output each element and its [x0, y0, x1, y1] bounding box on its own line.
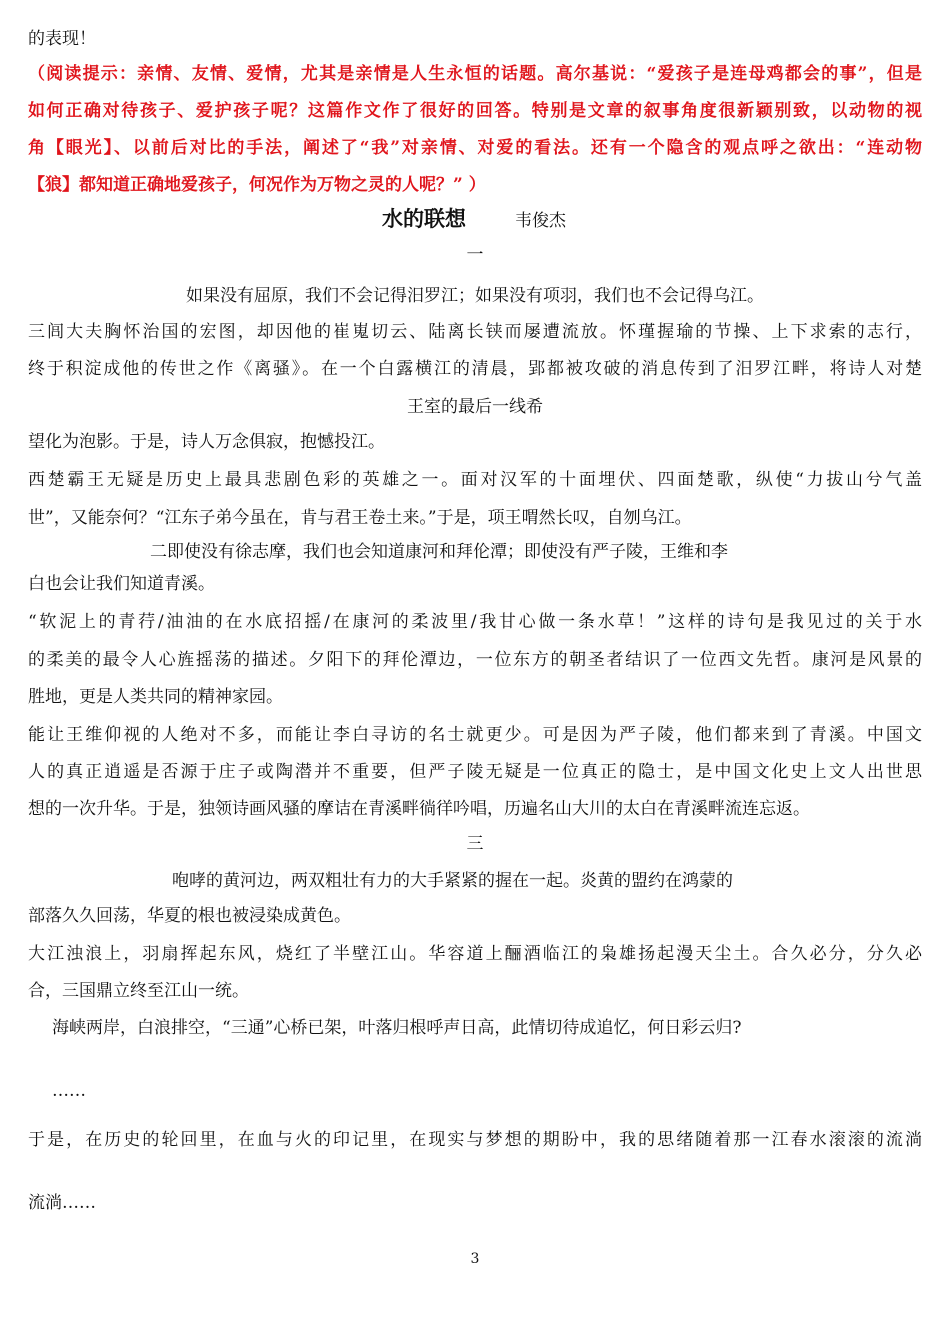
text-line: 想的一次升华。于是，独领诗画风骚的摩诘在青溪畔徜徉吟唱，历遍名山大川的太白在青溪畔流连忘返。: [28, 799, 810, 819]
text-line: 西楚霸王无疑是历史上最具悲剧色彩的英雄之一。面对汉军的十面埋伏、四面楚歌，纵使“力拔山兮气盖: [28, 470, 922, 490]
text-line: 能让王维仰视的人绝对不多，而能让李白寻访的名士就更少。可是因为严子陵，他们都来到了青溪。中国文: [28, 725, 922, 745]
text-line: 世”，又能奈何？“江东子弟今虽在，肯与君王卷土来。”于是，项王喟然长叹，自刎乌江。: [28, 508, 692, 528]
text-line: 人的真正逍遥是否源于庄子或陶潜并不重要，但严子陵无疑是一位真正的隐士，是中国文化史上文人出世思: [28, 762, 922, 782]
text-line: 王室的最后一线希: [407, 397, 543, 417]
reading-tip-line: 如何正确对待孩子、爱护孩子呢？这篇作文作了很好的回答。特别是文章的叙事角度很新颖别致，以动物的视: [28, 101, 922, 121]
text-line: 海峡两岸，白浪排空，“三通”心桥已架，叶落归根呼声日高，此情切待成追忆，何日彩云归?: [52, 1018, 742, 1038]
text-line: 部落久久回荡，华夏的根也被浸染成黄色。: [28, 906, 351, 926]
text-line: 终于积淀成他的传世之作《离骚》。在一个白露横江的清晨，郢都被攻破的消息传到了汨罗江畔，将诗人对楚: [28, 359, 922, 379]
ellipsis-line: ……: [52, 1081, 86, 1101]
text-line: 望化为泡影。于是，诗人万念俱寂，抱憾投江。: [28, 432, 385, 452]
section-heading: 一: [466, 245, 484, 265]
text-line: “软泥上的青荇/油油的在水底招摇/在康河的柔波里/我甘心做一条水草！”这样的诗句是我见过的关于水: [28, 612, 922, 632]
text-line: 合，三国鼎立终至江山一统。: [28, 981, 249, 1001]
reading-tip-line: 【狼】都知道正确地爱孩子，何况作为万物之灵的人呢？” ）: [28, 175, 486, 195]
text-line: 大江浊浪上，羽扇挥起东风，烧红了半壁江山。华容道上酾酒临江的枭雄扬起漫天尘土。合久必分，分久必: [28, 944, 922, 964]
section-heading: 三: [466, 834, 484, 854]
text-line: 白也会让我们知道青溪。: [28, 574, 215, 594]
text-line: 的柔美的最令人心旌摇荡的描述。夕阳下的拜伦潭边，一位东方的朝圣者结识了一位西文先哲。康河是风景的: [28, 650, 922, 670]
reading-tip-line: （阅读提示：亲情、友情、爱情，尤其是亲情是人生永恒的话题。高尔基说：“爱孩子是连母鸡都会的事”，但是: [28, 64, 922, 84]
article-author: 韦俊杰: [515, 211, 566, 231]
text-line: 三闾大夫胸怀治国的宏图，却因他的崔嵬切云、陆离长铗而屡遭流放。怀瑾握瑜的节操、上下求索的志行，: [28, 322, 922, 342]
text-line: 的表现！: [28, 29, 96, 49]
reading-tip-line: 角【眼光】、以前后对比的手法，阐述了“我”对亲情、对爱的看法。还有一个隐含的观点呼之欲出：“连动物: [28, 138, 922, 158]
page-number: 3: [470, 1251, 480, 1267]
text-line: 于是，在历史的轮回里，在血与火的印记里，在现实与梦想的期盼中，我的思绪随着那一江春水滚滚的流淌: [28, 1130, 922, 1150]
text-line: 如果没有屈原，我们不会记得汨罗江；如果没有项羽，我们也不会记得乌江。: [186, 286, 764, 306]
article-title: 水的联想: [382, 206, 466, 231]
text-line: 流淌……: [28, 1193, 96, 1213]
text-line: 胜地，更是人类共同的精神家园。: [28, 687, 283, 707]
text-line: 二即使没有徐志摩，我们也会知道康河和拜伦潭；即使没有严子陵，王维和李: [150, 542, 728, 562]
text-line: 咆哮的黄河边，两双粗壮有力的大手紧紧的握在一起。炎黄的盟约在鸿蒙的: [172, 871, 733, 891]
